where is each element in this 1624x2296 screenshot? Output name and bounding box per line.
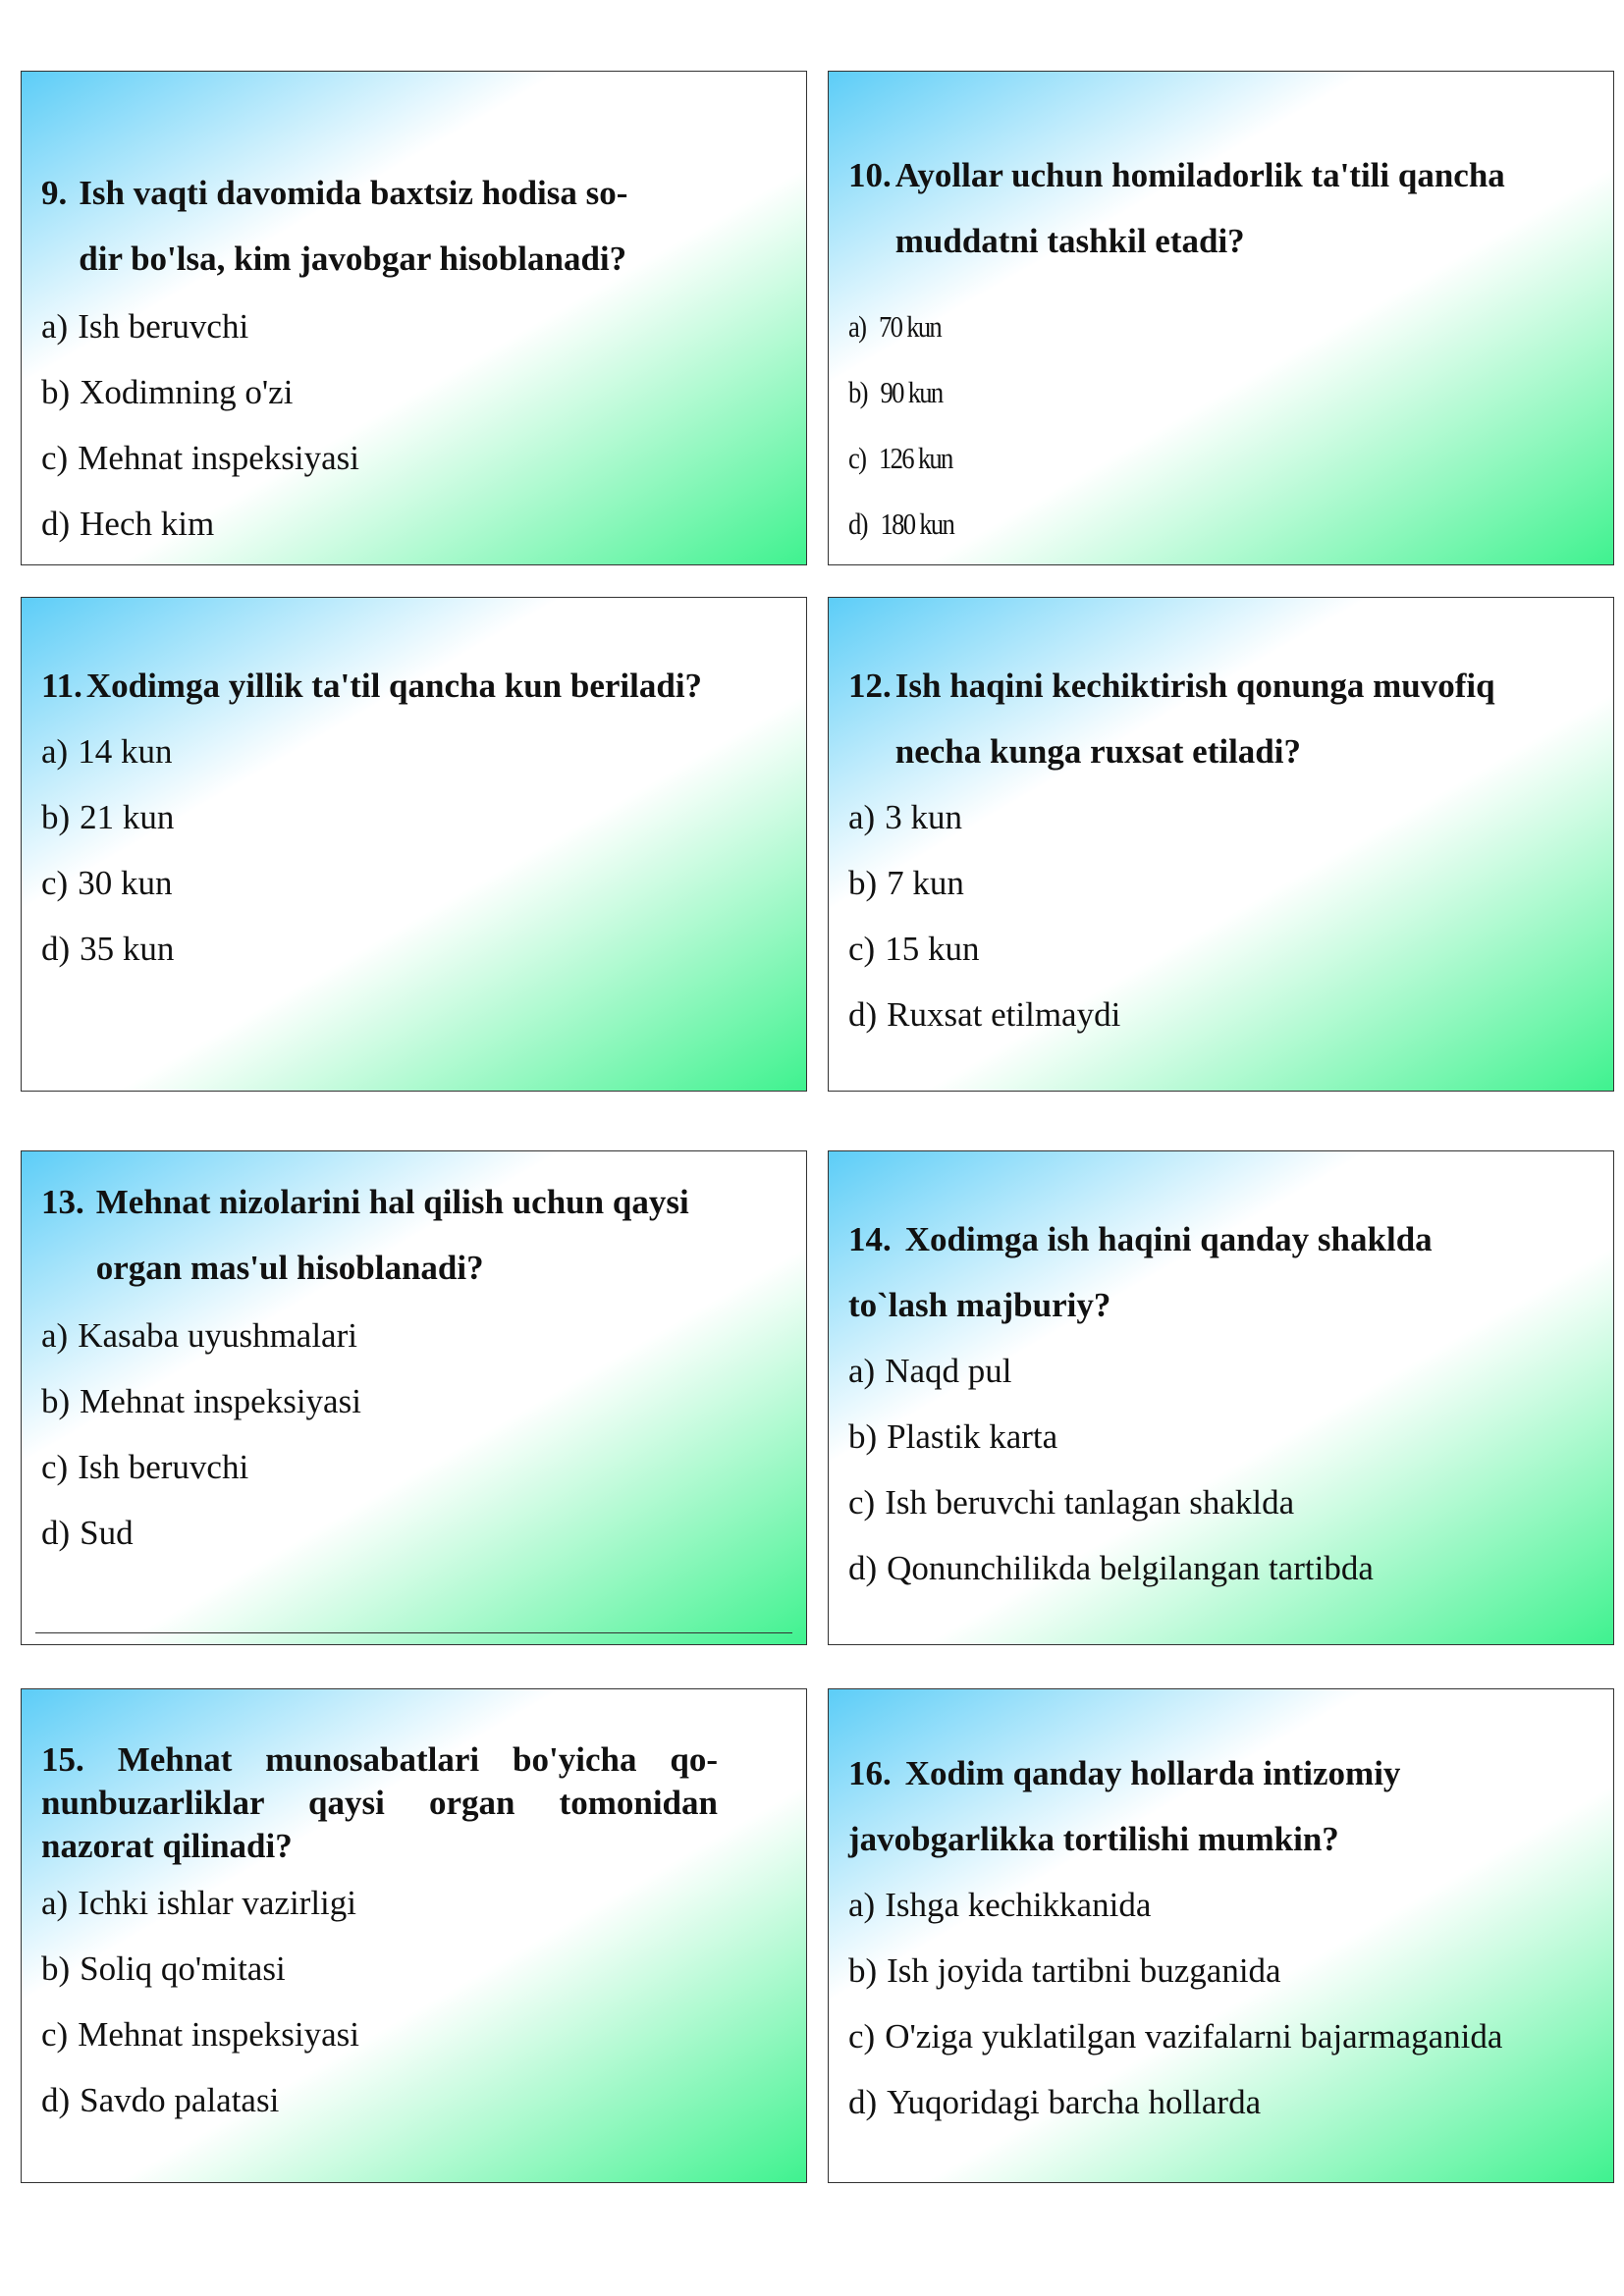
option-d[interactable]: d) 180 kun [848,507,954,541]
divider-line [35,1632,792,1633]
question-line: Mehnat nizolarini hal qilish uchun qaysi [95,1183,689,1221]
option-a[interactable]: a) 70 kun [848,309,942,344]
question-line: nunbuzarliklar qaysi organ tomonidan [41,1784,718,1822]
option-c[interactable]: c) Ish beruvchi tanlagan shaklda [848,1483,1295,1522]
option-b[interactable]: b) Plastik karta [848,1417,1058,1456]
option-b[interactable]: b) Ish joyida tartibni buzganida [848,1951,1281,1990]
question-line: Xodim qanday hollarda intizomiy [904,1754,1401,1792]
question-line: Mehnat munosabatlari bo'yicha qo- [117,1740,718,1779]
question-number: 12. [848,667,892,705]
option-a[interactable]: a) 14 kun [41,732,173,771]
question-number: 10. [848,156,892,194]
question-line: Ayollar uchun homiladorlik ta'tili qancha [894,156,1505,194]
question-line: Xodimga yillik ta'til qancha kun beriladi? [85,667,703,705]
question-line: dir bo'lsa, kim javobgar hisoblanadi? [79,240,627,278]
option-c[interactable]: c) Mehnat inspeksiyasi [41,2015,359,2054]
question-title [848,1740,1596,1872]
option-a[interactable]: a) Ichki ishlar vazirligi [41,1884,356,1922]
question-number: 11. [41,667,82,705]
question-number: 16. [848,1754,892,1792]
option-c[interactable]: c) 15 kun [848,930,980,968]
option-c[interactable]: c) 30 kun [41,864,173,902]
option-b[interactable]: b) Xodimning o'zi [41,373,294,411]
option-d[interactable]: d) Sud [41,1514,134,1552]
question-card-15 [21,1688,807,2183]
question-line: muddatni tashkil etadi? [894,222,1245,260]
question-title [41,1169,788,1301]
option-a[interactable]: a) Kasaba uyushmalari [41,1316,357,1355]
option-a[interactable]: a) Ishga kechikkanida [848,1886,1152,1924]
option-b[interactable]: b) 21 kun [41,798,175,836]
option-c[interactable]: c) 126 kun [848,441,952,475]
option-d[interactable]: d) Ruxsat etilmaydi [848,995,1121,1034]
question-number: 15. [41,1740,84,1779]
question-title [848,653,1596,784]
question-card-14 [828,1150,1614,1645]
question-line: Xodimga ish haqini qanday shaklda [904,1220,1433,1258]
question-line: to`lash majburiy? [848,1286,1111,1324]
question-card-16 [828,1688,1614,2183]
question-card-9 [21,71,807,565]
option-a[interactable]: a) Ish beruvchi [41,307,249,346]
question-number: 14. [848,1220,892,1258]
option-b[interactable]: b) Soliq qo'mitasi [41,1949,286,1988]
option-b[interactable]: b) Mehnat inspeksiyasi [41,1382,361,1420]
option-c[interactable]: c) Ish beruvchi [41,1448,249,1486]
option-b[interactable]: b) 7 kun [848,864,964,902]
question-number: 9. [41,174,68,212]
question-title [41,1738,718,1868]
question-title [848,1206,1596,1338]
question-card-13 [21,1150,807,1645]
option-c[interactable]: c) O'ziga yuklatilgan vazifalarni bajarmaganida [848,2017,1503,2056]
question-card-12 [828,597,1614,1092]
question-title [41,653,788,719]
question-line: javobgarlikka tortilishi mumkin? [848,1820,1339,1858]
option-d[interactable]: d) Savdo palatasi [41,2081,280,2119]
option-a[interactable]: a) Naqd pul [848,1352,1012,1390]
question-number: 13. [41,1183,84,1221]
question-line: organ mas'ul hisoblanadi? [95,1249,484,1287]
question-line: Ish haqini kechiktirish qonunga muvofiq [894,667,1495,705]
question-title [848,142,1596,274]
question-title [41,160,788,292]
option-d[interactable]: d) Yuqoridagi barcha hollarda [848,2083,1262,2121]
option-a[interactable]: a) 3 kun [848,798,962,836]
question-line: necha kunga ruxsat etiladi? [894,732,1301,771]
option-d[interactable]: d) Hech kim [41,505,215,543]
question-line: nazorat qilinadi? [41,1827,293,1865]
question-card-11 [21,597,807,1092]
option-d[interactable]: d) 35 kun [41,930,175,968]
question-line: Ish vaqti davomida baxtsiz hodisa so- [79,174,628,212]
option-b[interactable]: b) 90 kun [848,375,943,409]
option-c[interactable]: c) Mehnat inspeksiyasi [41,439,359,477]
question-card-10 [828,71,1614,565]
option-d[interactable]: d) Qonunchilikda belgilangan tartibda [848,1549,1374,1587]
